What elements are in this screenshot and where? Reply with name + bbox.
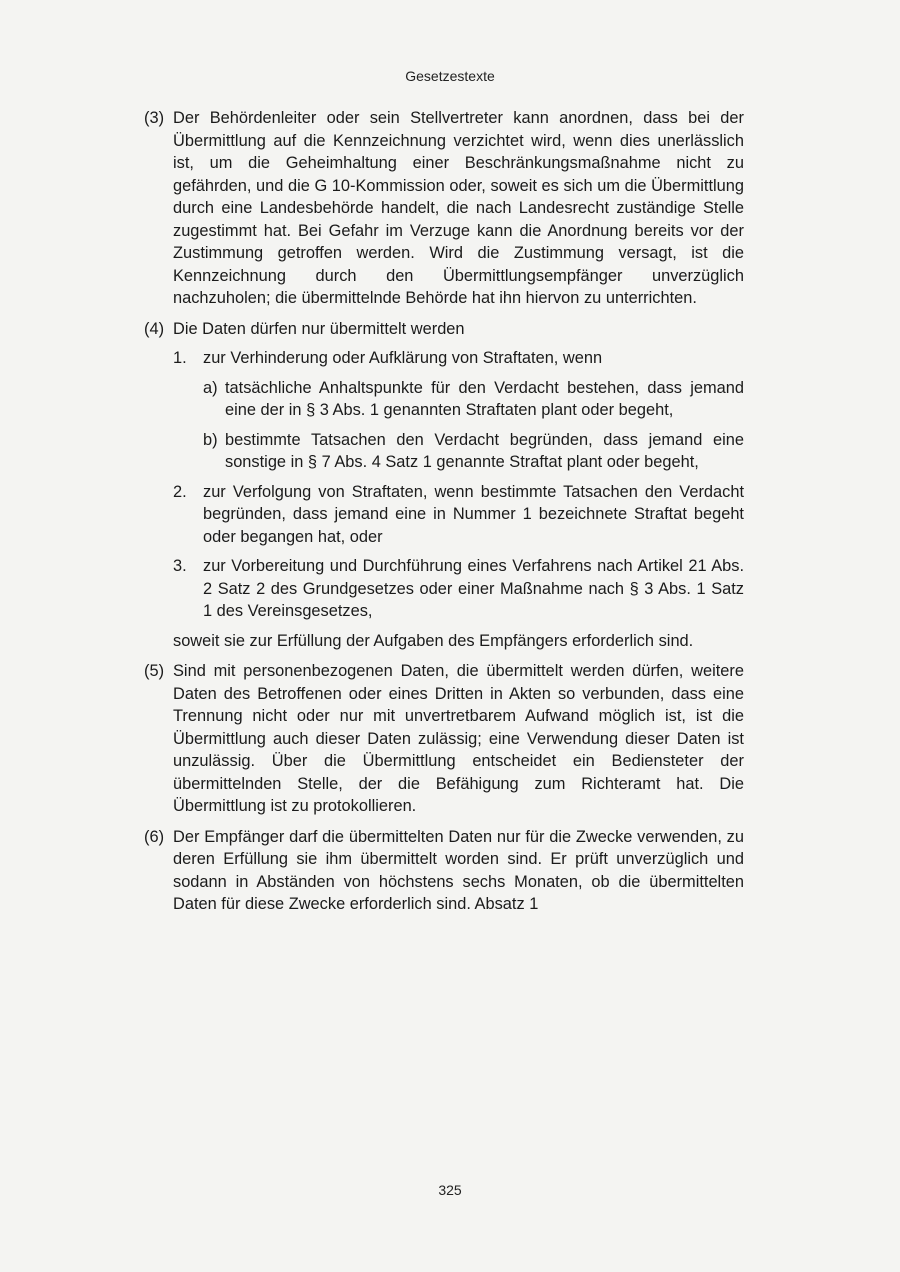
item-text: zur Verhinderung oder Aufklärung von Straftaten, wenn	[203, 349, 603, 367]
sub-item-letter: a)	[203, 378, 218, 397]
list-item-2	[173, 481, 744, 549]
item-number: 3.	[173, 557, 187, 575]
list-item-1	[173, 347, 744, 474]
paragraph-closing-text: soweit sie zur Erfüllung der Aufgaben des Empfängers erforderlich sind.	[173, 631, 694, 650]
sub-item-b	[203, 429, 744, 474]
paragraph-5	[144, 660, 744, 818]
sub-item-letter: b)	[203, 430, 218, 449]
sub-item-a	[203, 377, 744, 422]
paragraph-number: (6)	[144, 827, 165, 846]
paragraph-text: Der Behördenleiter oder sein Stellvertreter kann anordnen, dass bei der Übermittlung auf die Kennzeichnung verzichtet wird, wenn dies unerlässlich ist, um die Geheimhaltung einer Beschränkungsmaßnahme nicht zu gefährden, und die G 10-Kommission oder, soweit es sich um die Übermittlung durch eine Landesbehörde handelt, die nach Landesrecht zuständige Stelle zugestimmt hat. Bei Gefahr im Verzuge kann die Anordnung bereits vor der Zustimmung getroffen werden. Wird die Zustimmung versagt, ist die Kennzeichnung durch den Übermittlungsempfänger unverzüglich nachzuholen; die übermittelnde Behörde hat ihn hiervon zu unterrichten.	[173, 109, 744, 307]
paragraph-number: (5)	[144, 662, 165, 680]
paragraph-3	[144, 107, 744, 310]
list-item-3	[173, 555, 744, 623]
running-header: Gesetzestexte	[405, 68, 495, 84]
paragraph-number: (4)	[144, 319, 165, 338]
paragraph-intro: Die Daten dürfen nur übermittelt werden	[173, 319, 465, 338]
paragraph-text: Der Empfänger darf die übermittelten Daten nur für die Zwecke verwenden, zu deren Erfüllung sie ihm übermittelt worden sind. Er prüft unverzüglich und sodann in Abständen von höchstens sechs Monaten, ob die übermittelten Daten für diese Zwecke erforderlich sind. Absatz 1	[173, 827, 744, 913]
sub-item-text: bestimmte Tatsachen den Verdacht begründen, dass jemand eine sonstige in § 7 Abs. 4 Satz 1 genannte Straftat plant oder begeht,	[225, 430, 744, 471]
paragraph-6	[144, 826, 744, 916]
paragraph-text: Sind mit personenbezogenen Daten, die übermittelt werden dürfen, weitere Daten des Betroffenen oder eines Dritten in Akten so verbunden, dass eine Trennung nicht oder nur mit unvertretbarem Aufwand möglich ist, ist die Übermittlung auch dieser Daten zulässig; eine Verwendung dieser Daten ist unzulässig. Über die Übermittlung entscheidet ein Bediensteter der übermittelnden Stelle, der die Befähigung zum Richteramt hat. Die Übermittlung ist zu protokollieren.	[173, 662, 744, 815]
page-number: 325	[438, 1182, 462, 1198]
item-text: zur Vorbereitung und Durchführung eines Verfahrens nach Artikel 21 Abs. 2 Satz 2 des Grundgesetzes oder einer Maßnahme nach § 3 Abs. 1 Satz 1 des Vereinsgesetzes,	[203, 557, 744, 620]
item-number: 1.	[173, 349, 187, 367]
item-number: 2.	[173, 482, 187, 501]
paragraph-number: (3)	[144, 109, 165, 127]
law-text-body	[144, 107, 744, 924]
item-text: zur Verfolgung von Straftaten, wenn bestimmte Tatsachen den Verdacht begründen, dass jemand eine in Nummer 1 bezeichnete Straftat begeht oder begangen hat, oder	[203, 482, 744, 546]
paragraph-4	[144, 318, 744, 653]
sub-item-text: tatsächliche Anhaltspunkte für den Verdacht bestehen, dass jemand eine der in § 3 Abs. 1 genannten Straftaten plant oder begeht,	[225, 378, 744, 419]
